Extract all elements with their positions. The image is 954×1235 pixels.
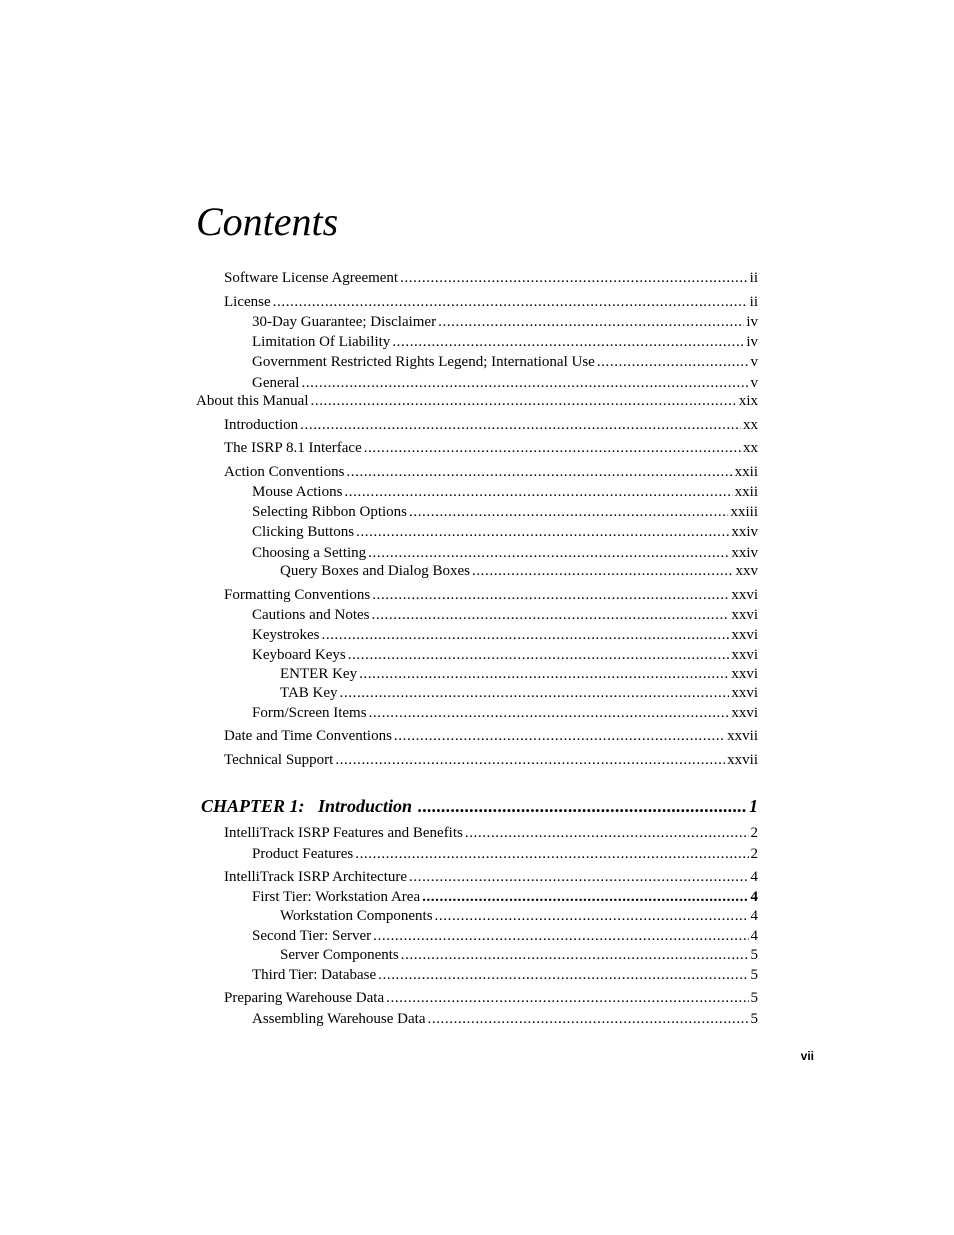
toc-entry-mouse-actions[interactable]	[252, 482, 758, 502]
toc-entry-30-day-guarantee[interactable]	[252, 312, 758, 332]
toc-page-number: iv	[746, 314, 758, 330]
toc-entry-title: 30-Day Guarantee; Disclaimer	[252, 314, 437, 330]
toc-entry-title: Keyboard Keys	[252, 647, 346, 663]
dot-leader	[340, 683, 730, 703]
toc-entry-form-screen-items[interactable]	[252, 703, 758, 723]
toc-entry-title: Workstation Components	[280, 908, 433, 924]
dot-leader	[348, 645, 730, 665]
toc-page-number: xxvi	[731, 705, 758, 721]
toc-entry-date-and-time-conventions[interactable]	[224, 726, 758, 746]
toc-entry-features-and-benefits[interactable]	[224, 823, 758, 843]
toc-page-number: xx	[743, 440, 758, 456]
toc-page-number: xxvi	[731, 647, 758, 663]
toc-entry-title: ENTER Key	[280, 666, 358, 682]
toc-page-number: xxvii	[727, 752, 758, 768]
dot-leader	[335, 750, 725, 770]
toc-entry-technical-support[interactable]	[224, 750, 758, 770]
dot-leader	[435, 906, 749, 926]
toc-page-number: 2	[750, 825, 758, 841]
dot-leader	[368, 543, 729, 563]
toc-entry-title: About this Manual	[196, 393, 309, 409]
dot-leader	[438, 312, 744, 332]
toc-page-number: 2	[750, 846, 758, 862]
toc-entry-isrp-architecture[interactable]	[224, 867, 758, 887]
toc-entry-assembling-warehouse-data[interactable]	[252, 1009, 758, 1029]
toc-entry-choosing-a-setting[interactable]	[252, 543, 758, 563]
dot-leader	[311, 391, 737, 411]
toc-entry-title: Assembling Warehouse Data	[252, 1011, 426, 1027]
dot-leader	[300, 415, 741, 435]
toc-entry-software-license-agreement[interactable]	[224, 268, 758, 288]
toc-page-number: v	[750, 375, 758, 391]
toc-entry-third-tier-database[interactable]	[252, 965, 758, 985]
toc-entry-keyboard-keys[interactable]	[252, 645, 758, 665]
dot-leader	[409, 502, 728, 522]
toc-entry-title: Preparing Warehouse Data	[224, 990, 385, 1006]
toc-entry-preparing-warehouse-data[interactable]	[224, 988, 758, 1008]
toc-page-number: v	[750, 354, 758, 370]
toc-entry-title: Mouse Actions	[252, 484, 343, 500]
dot-leader	[322, 625, 730, 645]
dot-leader	[472, 561, 734, 581]
toc-entry-title: Clicking Buttons	[252, 524, 355, 540]
toc-entry-title: Server Components	[280, 947, 399, 963]
dot-leader	[465, 823, 749, 843]
toc-page-number: xxiv	[731, 545, 758, 561]
toc-page-number: xxii	[734, 484, 758, 500]
toc-entry-title: Software License Agreement	[224, 270, 399, 286]
toc-page-number: 5	[750, 947, 758, 963]
toc-page-number: 4	[750, 869, 758, 885]
toc-page-number: 4	[750, 928, 758, 944]
dot-leader	[392, 332, 744, 352]
dot-leader	[422, 887, 748, 907]
toc-entry-title: Introduction	[224, 417, 299, 433]
toc-entry-title: License	[224, 294, 271, 310]
toc-page-number: xx	[743, 417, 758, 433]
dot-leader	[378, 965, 748, 985]
dot-leader	[409, 867, 748, 887]
toc-entry-title: Query Boxes and Dialog Boxes	[280, 563, 470, 579]
toc-entry-enter-key[interactable]	[280, 664, 758, 684]
toc-entry-title: IntelliTrack ISRP Features and Benefits	[224, 825, 463, 841]
toc-entry-cautions-and-notes[interactable]	[252, 605, 758, 625]
toc-entry-title: IntelliTrack ISRP Architecture	[224, 869, 408, 885]
toc-page-number: xxii	[734, 464, 758, 480]
toc-page-number: 1	[749, 796, 758, 816]
toc-entry-about-this-manual[interactable]	[196, 391, 758, 411]
dot-leader	[427, 1009, 748, 1029]
toc-page-number: xxiv	[731, 524, 758, 540]
toc-page-number: ii	[749, 270, 758, 286]
toc-entry-title: The ISRP 8.1 Interface	[224, 440, 362, 456]
toc-entry-limitation-of-liability[interactable]	[252, 332, 758, 352]
dot-leader	[359, 664, 729, 684]
toc-entry-title: Product Features	[252, 846, 354, 862]
toc-chapter-title: CHAPTER 1: Introduction	[201, 796, 413, 816]
dot-leader	[364, 438, 741, 458]
dot-leader	[373, 926, 748, 946]
toc-entry-title: Third Tier: Database	[252, 967, 377, 983]
toc-entry-clicking-buttons[interactable]	[252, 522, 758, 542]
toc-page-number: xxv	[735, 563, 758, 579]
toc-entry-product-features[interactable]	[252, 844, 758, 864]
toc-entry-selecting-ribbon-options[interactable]	[252, 502, 758, 522]
toc-entry-title: Second Tier: Server	[252, 928, 372, 944]
toc-entry-title: First Tier: Workstation Area	[252, 889, 421, 905]
dot-leader	[401, 945, 749, 965]
dot-leader	[400, 268, 748, 288]
dot-leader	[344, 482, 732, 502]
toc-page-number: xix	[738, 393, 758, 409]
toc-page-number: iv	[746, 334, 758, 350]
toc-entry-server-components[interactable]	[280, 945, 758, 965]
toc-entry-workstation-components[interactable]	[280, 906, 758, 926]
toc-page-number: xxvi	[731, 666, 758, 682]
toc-page-number: xxvi	[731, 627, 758, 643]
toc-entry-title: Date and Time Conventions	[224, 728, 392, 744]
toc-entry-title: Cautions and Notes	[252, 607, 370, 623]
dot-leader	[301, 373, 748, 393]
toc-entry-government-restricted-rights[interactable]	[252, 352, 758, 372]
toc-entry-tab-key[interactable]	[280, 683, 758, 703]
dot-leader	[356, 522, 729, 542]
toc-entry-title: Government Restricted Rights Legend; International Use	[252, 354, 595, 370]
toc-entry-title: General	[252, 375, 300, 391]
toc-entry-chapter-1[interactable]	[201, 793, 758, 819]
page-title: Contents	[196, 199, 339, 244]
toc-entry-title: TAB Key	[280, 685, 338, 701]
toc-entry-keystrokes[interactable]	[252, 625, 758, 645]
toc-entry-title: Technical Support	[224, 752, 334, 768]
toc-entry-action-conventions[interactable]	[224, 462, 758, 482]
toc-entry-title: Limitation Of Liability	[252, 334, 391, 350]
toc-page-number: xxvi	[731, 607, 758, 623]
toc-page-number: xxvii	[727, 728, 758, 744]
toc-page-number: xxiii	[730, 504, 758, 520]
toc-page-number: 5	[750, 990, 758, 1006]
dot-leader	[369, 703, 730, 723]
toc-entry-formatting-conventions[interactable]	[224, 585, 758, 605]
toc-page-number: xxvi	[731, 587, 758, 603]
dot-leader	[372, 585, 729, 605]
toc-entry-title: Formatting Conventions	[224, 587, 371, 603]
toc-entry-isrp-interface[interactable]	[224, 438, 758, 458]
toc-entry-title: Selecting Ribbon Options	[252, 504, 407, 520]
dot-leader	[394, 726, 725, 746]
toc-page-number: 5	[750, 967, 758, 983]
toc-entry-license[interactable]	[224, 292, 758, 312]
toc-entry-second-tier-server[interactable]	[252, 926, 758, 946]
dot-leader	[273, 292, 748, 312]
toc-page-number: xxvi	[731, 685, 758, 701]
toc-entry-introduction[interactable]	[224, 415, 758, 435]
toc-page-number: 5	[750, 1011, 758, 1027]
dot-leader	[372, 605, 730, 625]
toc-page-number: ii	[749, 294, 758, 310]
toc-entry-title: Action Conventions	[224, 464, 345, 480]
dot-leader	[597, 352, 749, 372]
toc-entry-title: Form/Screen Items	[252, 705, 367, 721]
toc-page-number: 4	[750, 889, 758, 905]
toc-entry-title: Choosing a Setting	[252, 545, 367, 561]
page-number-folio: vii	[800, 1049, 814, 1063]
toc-entry-first-tier-workstation-area[interactable]	[252, 887, 758, 907]
dot-leader	[386, 988, 748, 1008]
toc-entry-query-boxes[interactable]	[280, 561, 758, 581]
toc-page-number: 4	[750, 908, 758, 924]
toc-entry-general[interactable]	[252, 373, 758, 393]
dot-leader	[355, 844, 748, 864]
dot-leader	[418, 793, 747, 819]
dot-leader	[346, 462, 732, 482]
toc-entry-title: Keystrokes	[252, 627, 320, 643]
